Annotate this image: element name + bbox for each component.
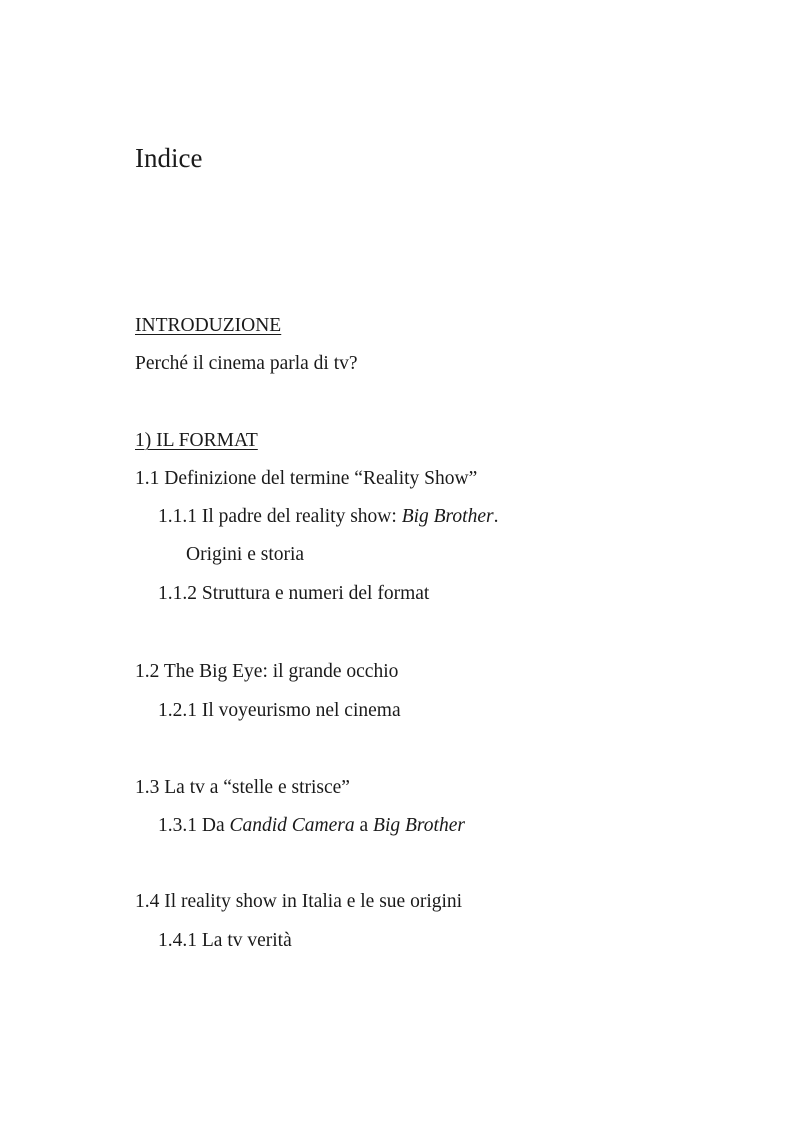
toc-entry-1-1-1-continuation: Origini e storia xyxy=(186,544,305,565)
toc-entry-1-1-1 xyxy=(158,504,498,530)
toc-entry-1-3-1-prefix: 1.3.1 Da xyxy=(158,815,230,836)
toc-entry-1-1-2: 1.1.2 Struttura e numeri del format xyxy=(158,583,430,604)
toc-entry-1-3-1 xyxy=(158,813,465,839)
toc-chapter-1-heading: 1) IL FORMAT xyxy=(135,430,258,451)
toc-introduction-subtitle: Perché il cinema parla di tv? xyxy=(135,353,358,374)
toc-entry-1-2: 1.2 The Big Eye: il grande occhio xyxy=(135,661,399,682)
toc-entry-1-1-1-prefix: 1.1.1 Il padre del reality show: xyxy=(158,506,402,527)
toc-entry-1-1-1-suffix: . xyxy=(493,506,499,527)
toc-entry-1-3-1-italic-2: Big Brother xyxy=(373,815,465,836)
toc-introduction-heading: INTRODUZIONE xyxy=(135,315,282,336)
toc-entry-1-4: 1.4 Il reality show in Italia e le sue origini xyxy=(135,891,463,912)
toc-entry-1-1: 1.1 Definizione del termine “Reality Show” xyxy=(135,468,478,489)
toc-entry-1-4-1: 1.4.1 La tv verità xyxy=(158,930,292,951)
toc-entry-1-3-1-middle: a xyxy=(354,815,374,836)
toc-entry-1-1-1-italic: Big Brother xyxy=(401,506,494,527)
toc-entry-1-2-1: 1.2.1 Il voyeurismo nel cinema xyxy=(158,700,401,721)
toc-entry-1-3: 1.3 La tv a “stelle e strisce” xyxy=(135,777,350,798)
page-title: Indice xyxy=(135,143,203,173)
toc-entry-1-3-1-italic-1: Candid Camera xyxy=(229,815,355,836)
